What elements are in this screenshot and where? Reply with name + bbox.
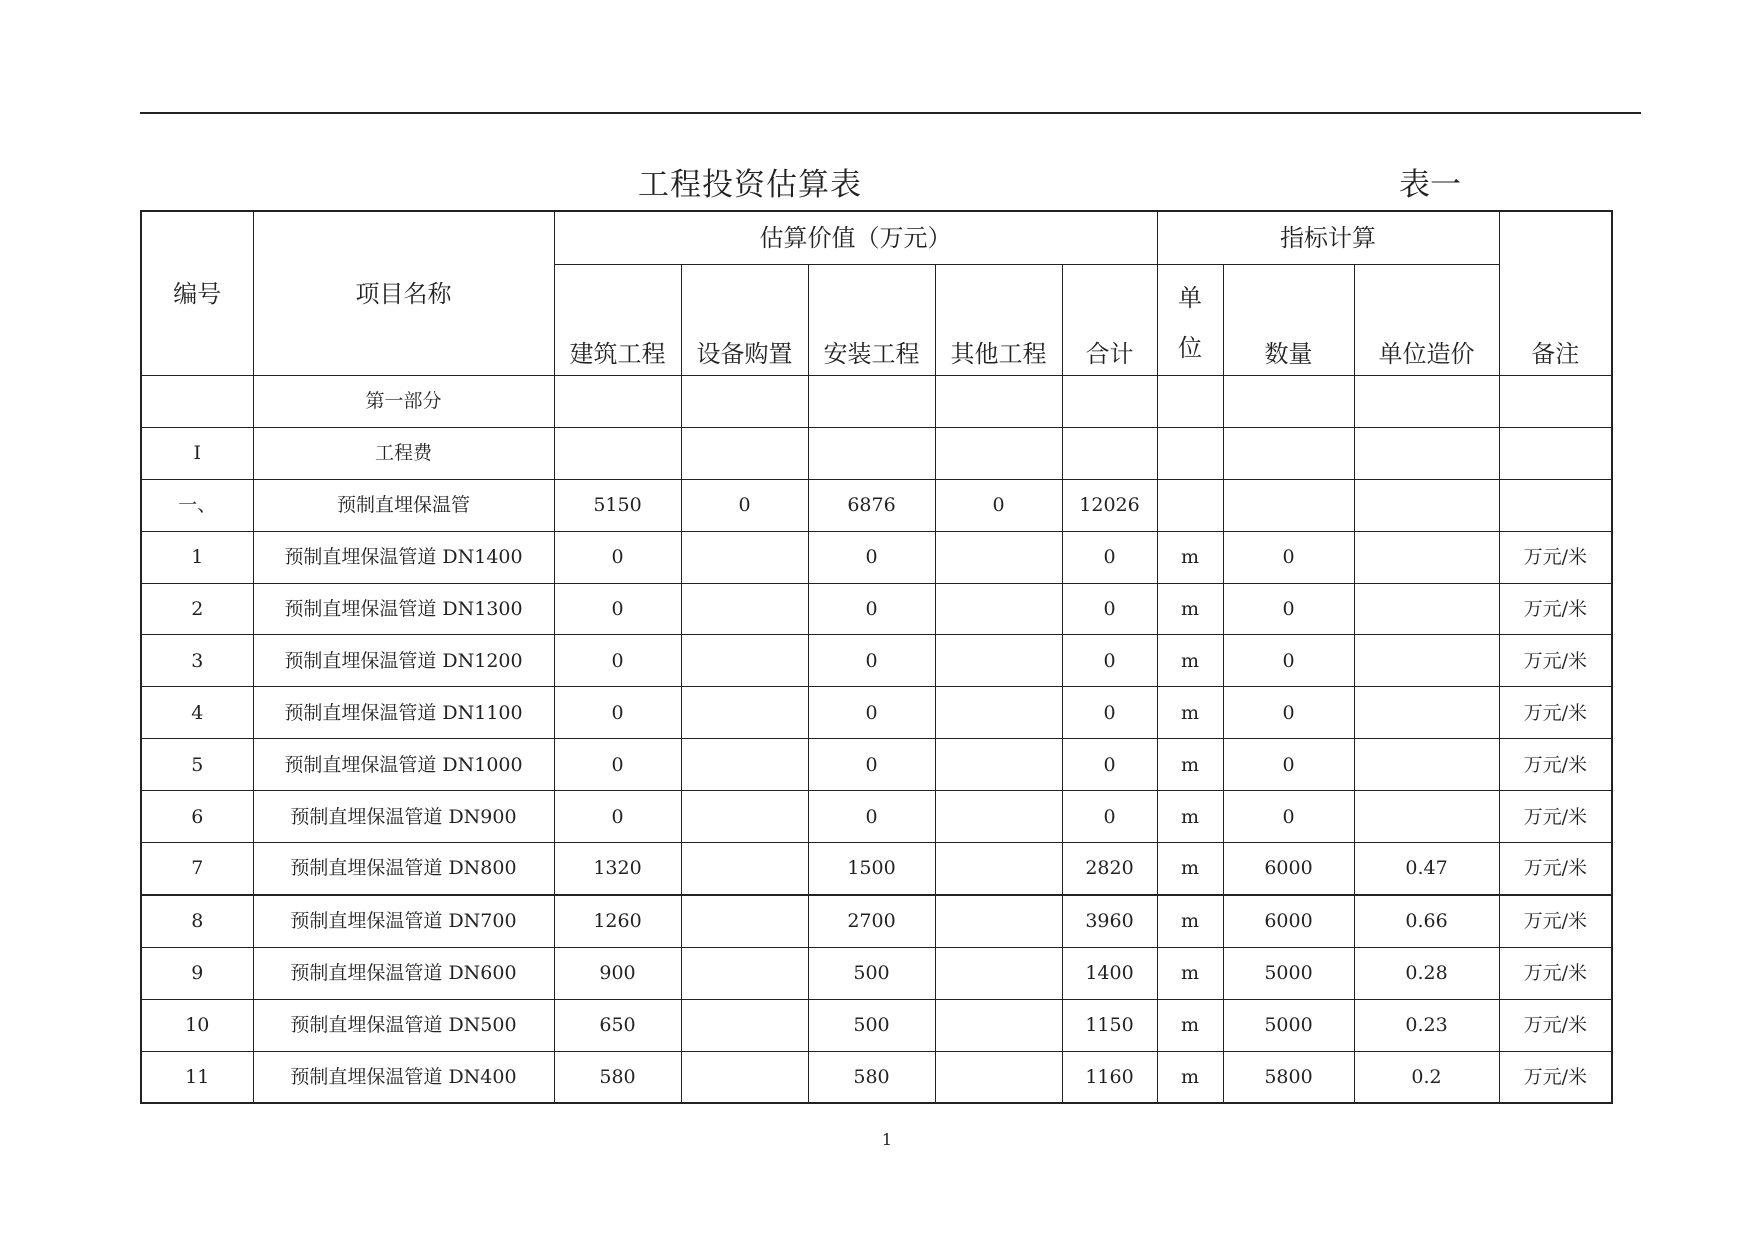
cell-building: 5150 (554, 479, 681, 531)
cell-quantity: 6000 (1223, 895, 1354, 947)
cell-other (935, 583, 1062, 635)
cell-building: 580 (554, 1051, 681, 1103)
cell-building: 0 (554, 635, 681, 687)
cell-remark: 万元/米 (1499, 999, 1612, 1051)
cell-installation (808, 427, 935, 479)
cell-total: 0 (1062, 791, 1157, 843)
cell-equipment (681, 635, 808, 687)
cell-name: 预制直埋保温管道 DN800 (253, 843, 554, 895)
cell-installation: 0 (808, 583, 935, 635)
cell-unit: m (1157, 895, 1223, 947)
cell-equipment (681, 895, 808, 947)
cell-quantity: 0 (1223, 791, 1354, 843)
cell-remark: 万元/米 (1499, 635, 1612, 687)
cell-no: 7 (141, 843, 253, 895)
cell-total (1062, 427, 1157, 479)
cell-quantity: 5800 (1223, 1051, 1354, 1103)
cell-unit: m (1157, 947, 1223, 999)
cell-unit-cost: 0.2 (1354, 1051, 1499, 1103)
cell-unit-cost (1354, 479, 1499, 531)
cell-building: 900 (554, 947, 681, 999)
cell-total: 0 (1062, 739, 1157, 791)
cell-remark: 万元/米 (1499, 687, 1612, 739)
cell-unit-cost (1354, 531, 1499, 583)
cell-unit-cost (1354, 635, 1499, 687)
table-number: 表一 (1399, 167, 1461, 203)
header-equipment: 设备购置 (681, 265, 808, 376)
cell-other (935, 531, 1062, 583)
cell-equipment (681, 376, 808, 428)
cell-quantity: 6000 (1223, 843, 1354, 895)
cell-other (935, 739, 1062, 791)
header-building: 建筑工程 (554, 265, 681, 376)
cell-total: 0 (1062, 583, 1157, 635)
cell-unit: m (1157, 843, 1223, 895)
cell-unit-cost: 0.23 (1354, 999, 1499, 1051)
cell-total: 0 (1062, 687, 1157, 739)
cell-building: 650 (554, 999, 681, 1051)
cell-equipment (681, 1051, 808, 1103)
cell-building: 0 (554, 791, 681, 843)
cell-no: 2 (141, 583, 253, 635)
cell-unit-cost (1354, 583, 1499, 635)
cell-building (554, 376, 681, 428)
cell-quantity: 5000 (1223, 999, 1354, 1051)
cell-no: 9 (141, 947, 253, 999)
table-row (141, 635, 1612, 687)
cell-installation: 0 (808, 635, 935, 687)
cell-name: 预制直埋保温管道 DN900 (253, 791, 554, 843)
header-unit-line-2: 位 (1178, 334, 1203, 362)
header-remark: 备注 (1499, 211, 1612, 376)
cell-other: 0 (935, 479, 1062, 531)
cell-other (935, 1051, 1062, 1103)
cell-name: 预制直埋保温管道 DN600 (253, 947, 554, 999)
cell-other (935, 843, 1062, 895)
cell-name: 预制直埋保温管道 DN500 (253, 999, 554, 1051)
cell-total: 0 (1062, 531, 1157, 583)
cell-other (935, 635, 1062, 687)
cell-building: 1320 (554, 843, 681, 895)
cell-installation: 1500 (808, 843, 935, 895)
header-unit-line-1: 单 (1178, 284, 1203, 312)
cell-unit (1157, 427, 1223, 479)
cell-name: 预制直埋保温管道 DN1100 (253, 687, 554, 739)
table-row (141, 583, 1612, 635)
table-row (141, 531, 1612, 583)
cell-remark: 万元/米 (1499, 843, 1612, 895)
table-row (141, 479, 1612, 531)
cell-quantity: 0 (1223, 635, 1354, 687)
cell-no: 11 (141, 1051, 253, 1103)
cell-other (935, 427, 1062, 479)
cell-quantity (1223, 479, 1354, 531)
cell-unit-cost (1354, 687, 1499, 739)
cell-unit-cost: 0.66 (1354, 895, 1499, 947)
cell-quantity: 0 (1223, 583, 1354, 635)
header-unit-cost: 单位造价 (1354, 265, 1499, 376)
cell-unit-cost (1354, 427, 1499, 479)
cell-unit: m (1157, 635, 1223, 687)
cell-remark (1499, 376, 1612, 428)
table-row (141, 843, 1612, 895)
cell-name: 预制直埋保温管道 DN1400 (253, 531, 554, 583)
cell-equipment (681, 583, 808, 635)
cell-no: 一、 (141, 479, 253, 531)
table-row (141, 687, 1612, 739)
cell-total: 1400 (1062, 947, 1157, 999)
cell-installation: 0 (808, 531, 935, 583)
cell-remark: 万元/米 (1499, 895, 1612, 947)
cell-other (935, 999, 1062, 1051)
cell-unit: m (1157, 739, 1223, 791)
cell-no: 10 (141, 999, 253, 1051)
cell-no: 6 (141, 791, 253, 843)
cell-unit: m (1157, 791, 1223, 843)
cell-quantity (1223, 427, 1354, 479)
cell-installation: 0 (808, 739, 935, 791)
cell-unit: m (1157, 999, 1223, 1051)
cell-remark: 万元/米 (1499, 531, 1612, 583)
cell-remark: 万元/米 (1499, 583, 1612, 635)
cell-no: I (141, 427, 253, 479)
cell-name: 预制直埋保温管道 DN700 (253, 895, 554, 947)
cell-no (141, 376, 253, 428)
document-title: 工程投资估算表 (638, 167, 862, 203)
cell-unit (1157, 376, 1223, 428)
cell-unit: m (1157, 1051, 1223, 1103)
table-row (141, 895, 1612, 947)
cell-building: 0 (554, 531, 681, 583)
cell-equipment (681, 843, 808, 895)
cell-unit-cost (1354, 376, 1499, 428)
header-no: 编号 (141, 211, 253, 376)
cell-other (935, 687, 1062, 739)
cell-total: 0 (1062, 635, 1157, 687)
cell-total (1062, 376, 1157, 428)
cell-quantity: 0 (1223, 687, 1354, 739)
cell-quantity: 5000 (1223, 947, 1354, 999)
cell-installation: 2700 (808, 895, 935, 947)
cell-unit (1157, 479, 1223, 531)
cell-installation: 0 (808, 791, 935, 843)
cell-unit: m (1157, 583, 1223, 635)
estimate-table (140, 210, 1613, 1104)
cell-name: 预制直埋保温管道 DN1300 (253, 583, 554, 635)
cell-building (554, 427, 681, 479)
cell-equipment (681, 531, 808, 583)
header-installation: 安装工程 (808, 265, 935, 376)
table-row (141, 427, 1612, 479)
table-row (141, 999, 1612, 1051)
cell-building: 0 (554, 687, 681, 739)
cell-remark: 万元/米 (1499, 791, 1612, 843)
cell-no: 5 (141, 739, 253, 791)
cell-installation: 500 (808, 999, 935, 1051)
cell-quantity: 0 (1223, 531, 1354, 583)
header-unit (1157, 265, 1223, 376)
table-row (141, 947, 1612, 999)
cell-building: 0 (554, 739, 681, 791)
header-other: 其他工程 (935, 265, 1062, 376)
cell-total: 1160 (1062, 1051, 1157, 1103)
cell-equipment (681, 947, 808, 999)
cell-unit: m (1157, 687, 1223, 739)
page-number: 1 (881, 1130, 893, 1149)
cell-installation (808, 376, 935, 428)
cell-equipment (681, 739, 808, 791)
cell-other (935, 376, 1062, 428)
header-rule (140, 112, 1641, 114)
cell-unit-cost: 0.47 (1354, 843, 1499, 895)
cell-other (935, 895, 1062, 947)
cell-total: 1150 (1062, 999, 1157, 1051)
cell-remark: 万元/米 (1499, 739, 1612, 791)
cell-installation: 580 (808, 1051, 935, 1103)
cell-no: 3 (141, 635, 253, 687)
cell-name: 预制直埋保温管道 DN400 (253, 1051, 554, 1103)
cell-no: 1 (141, 531, 253, 583)
cell-remark: 万元/米 (1499, 1051, 1612, 1103)
cell-equipment (681, 427, 808, 479)
header-estimate-group: 估算价值（万元） (554, 211, 1157, 265)
cell-equipment: 0 (681, 479, 808, 531)
cell-other (935, 947, 1062, 999)
header-index-group: 指标计算 (1157, 211, 1499, 265)
table-row (141, 376, 1612, 428)
cell-name: 第一部分 (253, 376, 554, 428)
header-name: 项目名称 (253, 211, 554, 376)
cell-installation: 6876 (808, 479, 935, 531)
header-total: 合计 (1062, 265, 1157, 376)
cell-no: 8 (141, 895, 253, 947)
cell-no: 4 (141, 687, 253, 739)
cell-total: 3960 (1062, 895, 1157, 947)
cell-quantity: 0 (1223, 739, 1354, 791)
cell-unit: m (1157, 531, 1223, 583)
cell-installation: 0 (808, 687, 935, 739)
cell-unit-cost: 0.28 (1354, 947, 1499, 999)
cell-unit-cost (1354, 791, 1499, 843)
header-quantity: 数量 (1223, 265, 1354, 376)
header-row-1 (141, 211, 1612, 265)
cell-quantity (1223, 376, 1354, 428)
cell-total: 2820 (1062, 843, 1157, 895)
cell-name: 预制直埋保温管道 DN1200 (253, 635, 554, 687)
cell-remark (1499, 479, 1612, 531)
cell-building: 1260 (554, 895, 681, 947)
cell-total: 12026 (1062, 479, 1157, 531)
cell-building: 0 (554, 583, 681, 635)
cell-remark (1499, 427, 1612, 479)
cell-remark: 万元/米 (1499, 947, 1612, 999)
cell-unit-cost (1354, 739, 1499, 791)
cell-other (935, 791, 1062, 843)
cell-name: 预制直埋保温管道 DN1000 (253, 739, 554, 791)
cell-installation: 500 (808, 947, 935, 999)
cell-equipment (681, 999, 808, 1051)
cell-equipment (681, 791, 808, 843)
cell-equipment (681, 687, 808, 739)
cell-name: 预制直埋保温管 (253, 479, 554, 531)
table-row (141, 1051, 1612, 1103)
table-row (141, 739, 1612, 791)
table-row (141, 791, 1612, 843)
cell-name: 工程费 (253, 427, 554, 479)
